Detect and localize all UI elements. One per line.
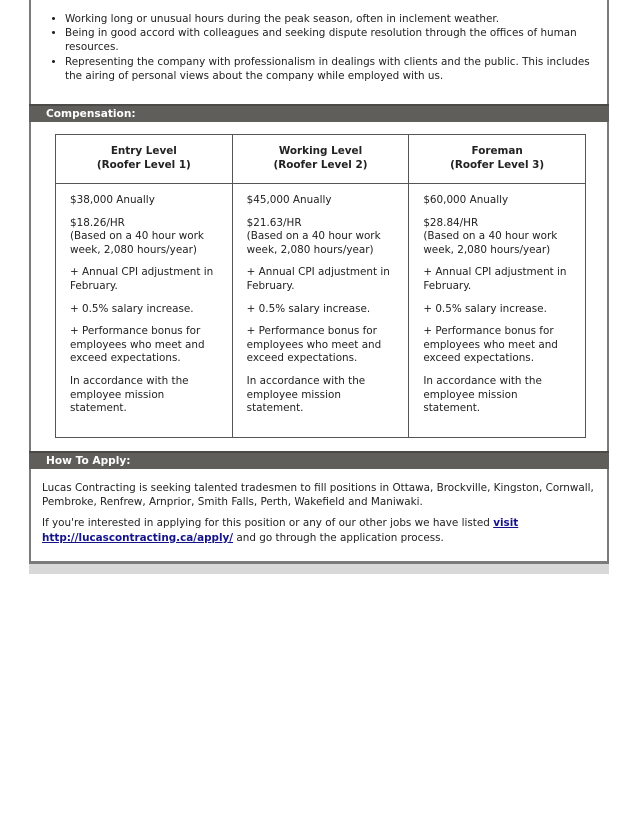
- requirements-list: [31, 0, 607, 83]
- cpi-adjustment: + Annual CPI adjustment in February.: [423, 266, 567, 292]
- requirement-item: • Representing the company with professionalism in dealings with clients and the public. This includes the airing of personal views about the company while employed with us.: [65, 55, 607, 83]
- cpi-adjustment: + Annual CPI adjustment in February.: [70, 266, 214, 292]
- level-subtitle: (Roofer Level 2): [273, 158, 368, 171]
- cpi-adjustment: + Annual CPI adjustment in February.: [246, 266, 390, 292]
- level-header: [56, 135, 233, 184]
- hourly-rate: $21.63/HR: [246, 216, 302, 229]
- salary-increase: + 0.5% salary increase.: [246, 302, 371, 315]
- apply-link[interactable]: visit http://lucascontracting.ca/apply/: [42, 517, 519, 544]
- how-to-apply-section: [29, 469, 609, 561]
- hourly-note: (Based on a 40 hour work week, 2,080 hours/year): [70, 230, 204, 256]
- mission-statement: In accordance with the employee mission statement.: [70, 374, 189, 415]
- performance-bonus: + Performance bonus for employees who meet and exceed expectations.: [70, 325, 205, 365]
- table-header-row: [56, 135, 586, 184]
- requirement-item: • Being in good accord with colleagues and seeking dispute resolution through the offices of human resources.: [65, 26, 607, 54]
- compensation-section: [29, 122, 609, 451]
- level-header: [232, 135, 409, 184]
- salary-increase: + 0.5% salary increase.: [423, 302, 547, 315]
- level-details-cell: [56, 184, 233, 438]
- level-subtitle: (Roofer Level 3): [450, 158, 545, 171]
- footer-shadow: [29, 564, 609, 574]
- hourly-note: (Based on a 40 hour work week, 2,080 hours/year): [246, 230, 381, 256]
- mission-statement: In accordance with the employee mission statement.: [423, 374, 542, 415]
- level-details-cell: [232, 184, 409, 438]
- hourly-note: (Based on a 40 hour work week, 2,080 hours/year): [423, 230, 558, 256]
- level-header: [409, 135, 586, 184]
- salary-increase: + 0.5% salary increase.: [70, 302, 194, 315]
- compensation-heading: Compensation:: [29, 104, 609, 122]
- performance-bonus: + Performance bonus for employees who meet and exceed expectations.: [423, 325, 558, 365]
- requirement-item: • Working long or unusual hours during the peak season, often in inclement weather.: [65, 12, 607, 26]
- how-to-apply-heading: How To Apply:: [29, 451, 609, 469]
- level-title: Foreman: [471, 145, 523, 157]
- level-title: Entry Level: [110, 145, 177, 157]
- table-row: [56, 184, 586, 438]
- level-title: Working Level: [278, 145, 363, 157]
- apply-instructions-paragraph: If you're interested in applying for this position or any of our other jobs we have listed visit http://lucascontracting.ca/apply/ and go through the application process.: [42, 517, 519, 544]
- compensation-table: [55, 134, 586, 438]
- annual-salary: $45,000 Anually: [246, 194, 332, 206]
- level-subtitle: (Roofer Level 1): [96, 158, 191, 171]
- level-details-cell: [409, 184, 586, 438]
- apply-locations-paragraph: Lucas Contracting is seeking talented tradesmen to fill positions in Ottawa, Brockville, Kingston, Cornwall, Pembroke, Renfrew, Arnprior, Smith Falls, Perth, Wakefield and Maniwaki.: [42, 482, 594, 509]
- hourly-rate: $18.26/HR: [70, 216, 125, 229]
- mission-statement: In accordance with the employee mission statement.: [246, 374, 366, 415]
- annual-salary: $38,000 Anually: [70, 194, 155, 206]
- performance-bonus: + Performance bonus for employees who meet and exceed expectations.: [246, 325, 382, 365]
- hourly-rate: $28.84/HR: [423, 216, 479, 229]
- annual-salary: $60,000 Anually: [423, 194, 509, 206]
- requirements-section: [29, 0, 609, 104]
